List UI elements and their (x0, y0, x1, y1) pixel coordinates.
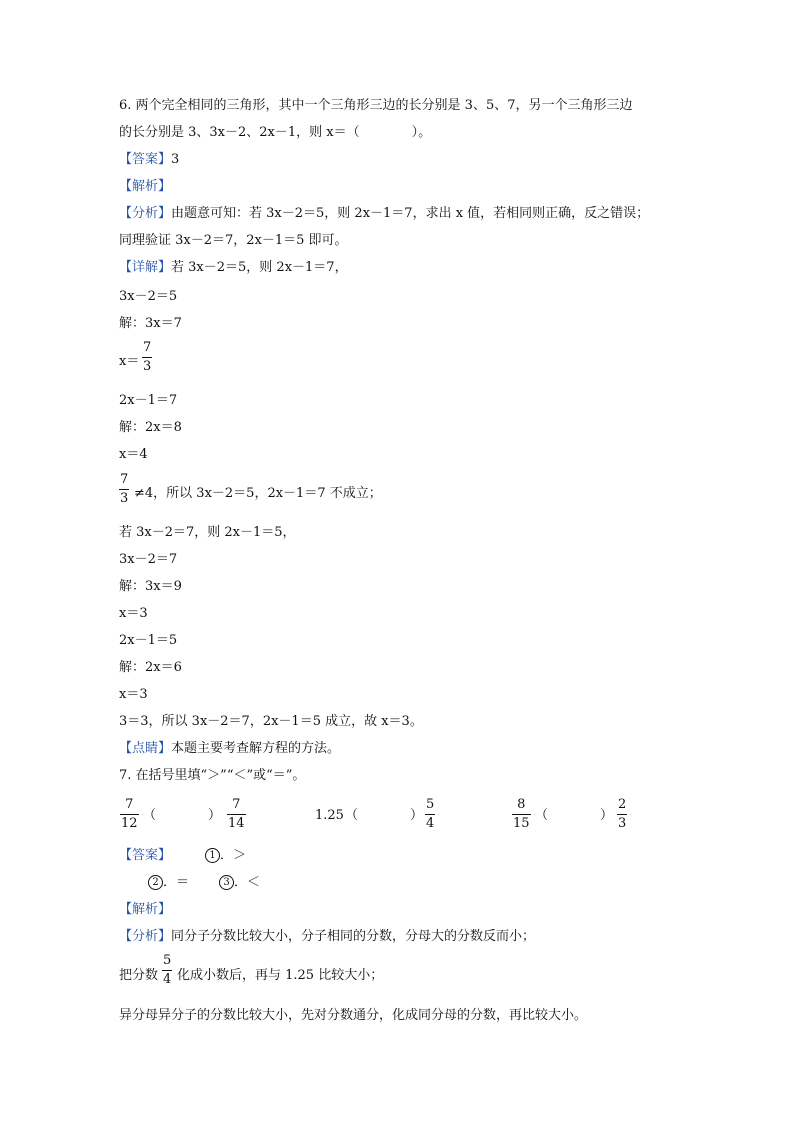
answer-3-text: ．＜ (234, 875, 261, 890)
q7-line2-suffix: 化成小数后，再与 1.25 比较大小； (177, 968, 384, 983)
q7-analysis-tag: 【解析】 (119, 902, 172, 917)
q7-c3-right-fraction (617, 797, 627, 832)
circled-number-2: 2 (148, 875, 163, 890)
q6-fenxi-line2: 同理验证 3x－2＝7，2x－1＝5 即可。 (119, 233, 348, 248)
fraction-denominator: 4 (163, 972, 172, 987)
q7-answer-3 (219, 875, 260, 891)
fraction-denominator: 4 (426, 816, 435, 831)
step-14: x＝3 (119, 687, 148, 702)
fraction-bar (119, 489, 129, 490)
q7-fenxi-text: 同分子分数比较大小，分子相同的分数，分母大的分数反而小； (171, 929, 536, 944)
fraction-denominator: 14 (228, 816, 245, 831)
analysis-tag: 【解析】 (119, 179, 172, 194)
q7-c3-blank: （ ） (535, 808, 614, 823)
q7-c2-right-fraction (425, 797, 435, 832)
q7-c2-blank: （ ） (345, 808, 424, 823)
q6-line2: 的长分别是 3、3x－2、2x－1，则 x＝（ ）。 (119, 125, 432, 140)
answer-2-text: ．＝ (163, 875, 190, 890)
dianjing-text: 本题主要考查解方程的方法。 (171, 741, 341, 756)
fraction-bar (120, 814, 139, 815)
fraction-denominator: 12 (121, 816, 138, 831)
fraction-seven-thirds-2 (119, 472, 129, 507)
q6-dianjing (119, 741, 340, 757)
circled-number-1: 1 (205, 848, 220, 863)
fraction-denominator: 3 (120, 491, 129, 506)
fraction-numerator: 7 (143, 340, 152, 355)
q7-answer-tag: 【答案】 (119, 848, 172, 863)
q7-answer-2 (148, 875, 189, 891)
q7-title: 7. 在括号里填“＞”“＜”或“＝”。 (119, 768, 306, 783)
answer-tag: 【答案】 (119, 152, 172, 167)
step-7-text: ≠4，所以 3x－2＝5，2x－1＝7 不成立； (134, 486, 382, 501)
step-2: 解：3x＝7 (119, 316, 182, 331)
xiangjie-tag: 【详解】 (119, 260, 172, 275)
circled-number-3: 3 (219, 875, 234, 890)
answer-1-text: ．＞ (220, 848, 247, 863)
fraction-seven-thirds (142, 340, 152, 375)
q7-line3: 异分母异分子的分数比较大小，先对分数通分，化成同分母的分数，再比较大小。 (119, 1008, 588, 1023)
q7-fenxi (119, 929, 535, 945)
q7-answer-1 (205, 848, 246, 864)
q6-line1: 6. 两个完全相同的三角形，其中一个三角形三边的长分别是 3、5、7，另一个三角形三边 (119, 98, 633, 113)
fraction-numerator: 2 (618, 797, 627, 812)
q6-xiangjie (119, 260, 348, 276)
fraction-numerator: 7 (120, 472, 129, 487)
step-10: 解：3x＝9 (119, 579, 182, 594)
xiangjie-text: 若 3x－2＝5，则 2x－1＝7， (171, 260, 348, 275)
q7-c2-left: 1.25 (315, 808, 344, 823)
step-1: 3x－2＝5 (119, 289, 178, 304)
fenxi-tag: 【分析】 (119, 206, 172, 221)
fraction-bar (617, 814, 627, 815)
fraction-denominator: 3 (618, 816, 627, 831)
fraction-bar (142, 357, 152, 358)
fraction-numerator: 7 (125, 797, 134, 812)
fraction-numerator: 8 (517, 797, 526, 812)
q7-c1-blank: （ ） (143, 808, 222, 823)
fraction-bar (512, 814, 531, 815)
answer-value: 3 (171, 152, 180, 167)
q7-c1-left-fraction (120, 797, 139, 832)
step-6: x＝4 (119, 447, 148, 462)
step-5: 解：2x＝8 (119, 420, 182, 435)
q7-c3-left-fraction (512, 797, 531, 832)
fraction-numerator: 5 (426, 797, 435, 812)
step-3-prefix: x＝ (119, 354, 140, 369)
q6-answer (119, 152, 179, 168)
step-4: 2x－1＝7 (119, 393, 178, 408)
step-15: 3＝3，所以 3x－2＝7，2x－1＝5 成立，故 x＝3。 (119, 714, 423, 729)
step-8: 若 3x－2＝7，则 2x－1＝5， (119, 525, 296, 540)
step-9: 3x－2＝7 (119, 552, 178, 567)
fraction-bar (227, 814, 246, 815)
step-12: 2x－1＝5 (119, 633, 178, 648)
fraction-bar (162, 970, 172, 971)
q7-c1-right-fraction (227, 797, 246, 832)
q7-line2-prefix: 把分数 (119, 968, 159, 983)
fraction-numerator: 7 (232, 797, 241, 812)
q6-fenxi (119, 206, 649, 222)
dianjing-tag: 【点睛】 (119, 741, 172, 756)
fraction-bar (425, 814, 435, 815)
fraction-numerator: 5 (163, 953, 172, 968)
step-13: 解：2x＝6 (119, 660, 182, 675)
q7-fenxi-tag: 【分析】 (119, 929, 172, 944)
fraction-denominator: 15 (513, 816, 530, 831)
fraction-denominator: 3 (143, 359, 152, 374)
step-11: x＝3 (119, 606, 148, 621)
fraction-five-fourths (162, 953, 172, 988)
fenxi-text: 由题意可知：若 3x－2＝5，则 2x－1＝7，求出 x 值，若相同则正确，反之错误； (171, 206, 650, 221)
